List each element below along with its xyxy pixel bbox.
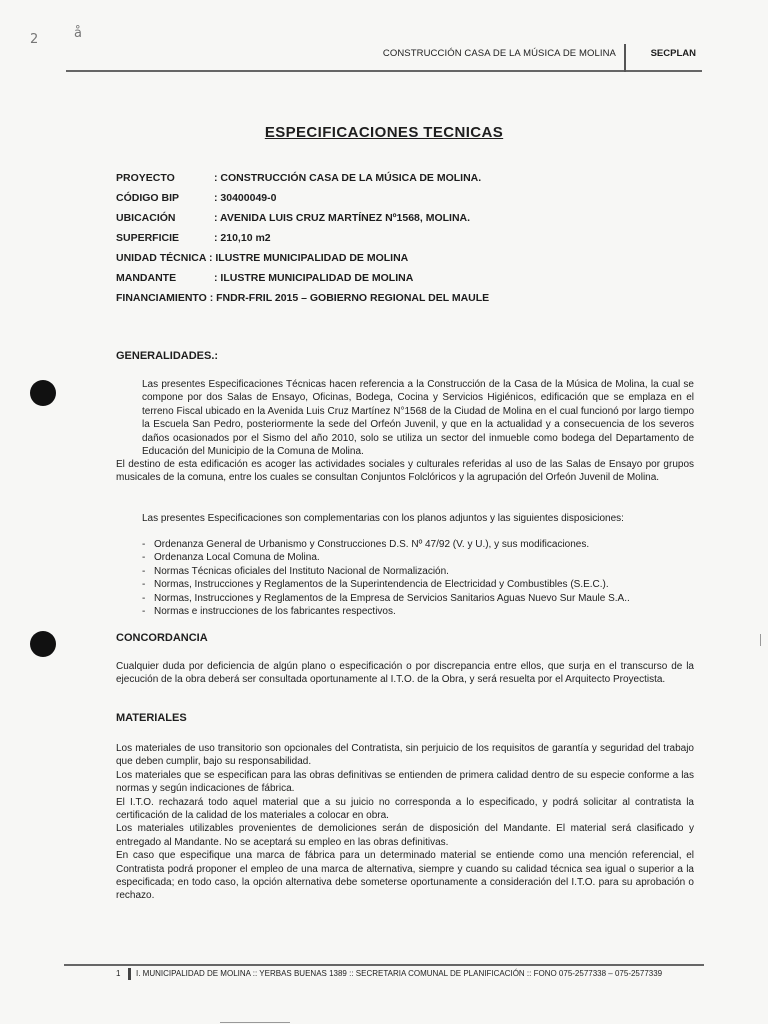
info-value: : CONSTRUCCIÓN CASA DE LA MÚSICA DE MOLINA. [214, 172, 482, 184]
page-header [66, 44, 702, 72]
info-row-financiamiento [116, 288, 676, 308]
materiales-paragraphs [116, 742, 694, 903]
info-row-superficie [116, 228, 676, 248]
dispositions-intro [116, 512, 694, 525]
info-label: CÓDIGO BIP [116, 192, 180, 204]
scan-artifact-left: 2 [30, 32, 39, 47]
footer-contact-text: I. MUNICIPALIDAD DE MOLINA :: YERBAS BUENAS 1389 :: SECRETARIA COMUNAL DE PLANIFICACIÓN :: FONO 075-2577338 – 075-2577339 [136, 969, 663, 978]
footer-divider [128, 968, 131, 980]
info-value: : ILUSTRE MUNICIPALIDAD DE MOLINA [214, 272, 414, 284]
info-label [116, 248, 408, 268]
project-info-block [116, 168, 676, 308]
list-item: - Normas Técnicas oficiales del Instituto Nacional de Normalización. [142, 565, 692, 578]
info-value: : 30400049-0 [214, 192, 277, 204]
scan-edge-mark [760, 634, 761, 646]
materiales-text-4: Los materiales utilizables provenientes de demoliciones serán de disposición del Mandante. El material será clasificado y entregado al Mandante. No se aceptará su empleo en las obras definitivas. [116, 823, 694, 848]
scan-artifact-right: å [74, 26, 82, 41]
heading-generalidades: GENERALIDADES.: [116, 350, 219, 362]
materiales-text-2: Los materiales que se especifican para las obras definitivas se entienden de primera calidad dentro de su especie conforme a las normas y según indicaciones de fábrica. [116, 769, 694, 795]
binder-hole-top [30, 380, 56, 406]
info-row-unidad-tecnica [116, 248, 676, 268]
info-value: : 210,10 m2 [214, 232, 271, 244]
info-row-ubicacion [116, 208, 676, 228]
info-value: : AVENIDA LUIS CRUZ MARTÍNEZ Nº1568, MOLINA. [214, 212, 471, 224]
info-label: MANDANTE [116, 272, 177, 284]
info-row-proyecto [116, 168, 676, 188]
materiales-text-1: Los materiales de uso transitorio son opcionales del Contratista, sin perjuicio de los requisitos de garantía y seguridad del trabajo que deben cumplir, bajo su responsabilidad. [116, 743, 694, 768]
heading-concordancia: CONCORDANCIA [116, 632, 208, 644]
info-label-text: UNIDAD TÉCNICA [116, 252, 207, 264]
header-divider [624, 44, 626, 72]
info-label-text: FINANCIAMIENTO [116, 292, 207, 304]
concordancia-text: Cualquier duda por deficiencia de algún plano o especificación o por discrepancia entre ellos, que surja en el transcurso de la ejecución de la obra deberá ser consultada oportunamente al I.T.O. de la Obra, y será resuelta por el Arquitecto Proyectista. [116, 661, 694, 686]
page-number: 1 [116, 969, 121, 978]
info-label: UBICACIÓN [116, 212, 176, 224]
generalidades-paragraph-2 [116, 458, 694, 485]
list-item: - Ordenanza Local Comuna de Molina. [142, 551, 692, 564]
list-item: - Normas, Instrucciones y Reglamentos de la Empresa de Servicios Sanitarios Aguas Nuevo Sur Maule S.A.. [142, 592, 692, 605]
list-item: - Ordenanza General de Urbanismo y Construcciones D.S. Nº 47/92 (V. y U.), y sus modificaciones. [142, 538, 692, 551]
list-item: - Normas, Instrucciones y Reglamentos de la Superintendencia de Electricidad y Combustibles (S.E.C.). [142, 578, 692, 591]
dispositions-list [142, 538, 692, 618]
info-row-mandante [116, 268, 676, 288]
info-value: : FNDR-FRIL 2015 – GOBIERNO REGIONAL DEL MAULE [209, 292, 490, 304]
info-row-codigo-bip [116, 188, 676, 208]
generalidades-text-2: El destino de esta edificación es acoger las actividades sociales y culturales referidas al uso de las Salas de Ensayo por grupos musicales de la comuna, entre los cuales se consultan Conjuntos Folclóricos y la agrupación del Orfeón Juvenil de Molina. [116, 459, 694, 484]
info-label: PROYECTO [116, 172, 175, 184]
concordancia-paragraph [116, 660, 694, 687]
info-label [116, 288, 489, 308]
heading-materiales: MATERIALES [116, 712, 187, 724]
page-footer [64, 964, 704, 980]
info-label: SUPERFICIE [116, 232, 180, 244]
materiales-text-3: El I.T.O. rechazará todo aquel material que a su juicio no corresponda a lo especificado, y podrá solicitar al contratista la certificación de la calidad de los materiales a colocar en obra. [116, 796, 694, 822]
dispositions-intro-text: Las presentes Especificaciones son complementarias con los planos adjuntos y las siguientes disposiciones: [142, 513, 624, 524]
generalidades-paragraph-1 [116, 378, 694, 458]
list-item: - Normas e instrucciones de los fabricantes respectivos. [142, 605, 692, 618]
binder-hole-bottom [30, 631, 56, 657]
header-department: SECPLAN [650, 48, 696, 59]
generalidades-text-1: Las presentes Especificaciones Técnicas hacen referencia a la Construcción de la Casa de la Música de Molina, la cual se compone por dos Salas de Ensayo, Oficinas, Bodega, Cocina y Servicios Higiénicos, edificación que se emplaza en el terreno Fiscal ubicado en la Avenida Luis Cruz Martínez N°1568 de la Ciudad de Molina en el cual funcionó por largo tiempo la Escuela San Pedro, posteriormente la sede del Orfeón Juvenil, y que en la actualidad y a consecuencia de los severos daños ocasionados por el Sismo del año 2010, solo se utiliza un sector del inmueble como bodega del Departamento de Educación del Municipio de la Comuna de Molina. [142, 379, 694, 458]
header-project-title: CONSTRUCCIÓN CASA DE LA MÚSICA DE MOLINA [382, 48, 616, 59]
info-value: : ILUSTRE MUNICIPALIDAD DE MOLINA [208, 252, 409, 264]
scan-edge-line [220, 1022, 290, 1023]
document-title: ESPECIFICACIONES TECNICAS [264, 124, 504, 141]
materiales-text-5: En caso que especifique una marca de fábrica para un determinado material se entiende como una mención referencial, el Contratista podrá proponer el empleo de una marca de alternativa, siempre y cuando su calidad técnica sea igual o superior a la especificada; en todo caso, la opción alternativa debe someterse oportunamente a consideración del I.T.O. para su aprobación o rechazo. [116, 850, 694, 902]
